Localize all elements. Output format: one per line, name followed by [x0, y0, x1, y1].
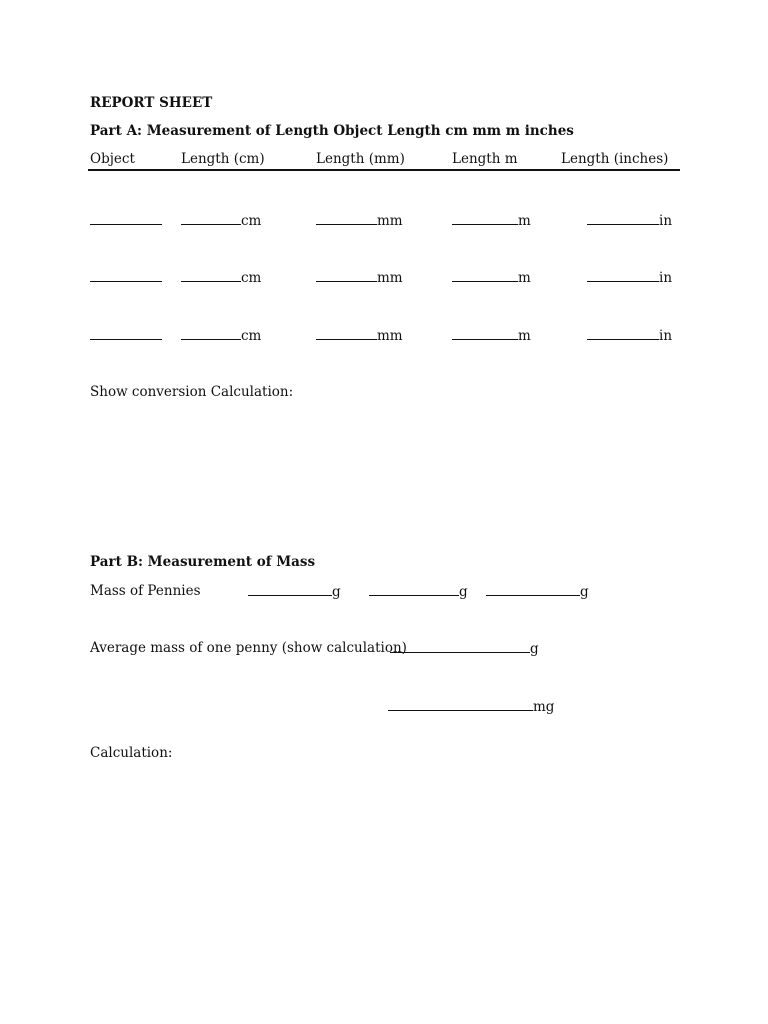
- column-header-length-m: Length m: [452, 151, 518, 167]
- unit-cm: cm: [241, 213, 262, 229]
- unit-mg: mg: [533, 699, 555, 715]
- mm-blank[interactable]: [316, 212, 403, 229]
- part-a-heading: Part A: Measurement of Length Object Length cm mm m inches: [90, 123, 574, 139]
- cm-blank[interactable]: [181, 269, 261, 286]
- m-blank[interactable]: [452, 269, 531, 286]
- object-blank[interactable]: [90, 212, 162, 229]
- report-title: REPORT SHEET: [90, 95, 213, 111]
- penny-mass-blank[interactable]: [248, 583, 341, 600]
- unit-mm: mm: [377, 213, 403, 229]
- average-mass-mg-blank[interactable]: [388, 698, 554, 715]
- unit-in: in: [659, 270, 673, 286]
- unit-g: g: [580, 584, 589, 600]
- in-blank[interactable]: [587, 269, 672, 286]
- mm-blank[interactable]: [316, 327, 403, 344]
- unit-g: g: [530, 641, 539, 657]
- column-header-length-inches: Length (inches): [561, 151, 669, 167]
- average-mass-label: Average mass of one penny (show calculation): [90, 640, 407, 656]
- unit-in: in: [659, 213, 673, 229]
- m-blank[interactable]: [452, 327, 531, 344]
- unit-cm: cm: [241, 270, 262, 286]
- part-b-heading: Part B: Measurement of Mass: [90, 554, 316, 570]
- unit-cm: cm: [241, 328, 262, 344]
- unit-mm: mm: [377, 328, 403, 344]
- average-mass-g-blank[interactable]: [390, 640, 539, 657]
- m-blank[interactable]: [452, 212, 531, 229]
- column-header-object: Object: [90, 151, 135, 167]
- unit-mm: mm: [377, 270, 403, 286]
- in-blank[interactable]: [587, 212, 672, 229]
- column-header-length-mm: Length (mm): [316, 151, 405, 167]
- unit-g: g: [332, 584, 341, 600]
- unit-m: m: [518, 328, 531, 344]
- object-blank[interactable]: [90, 269, 162, 286]
- cm-blank[interactable]: [181, 327, 261, 344]
- mm-blank[interactable]: [316, 269, 403, 286]
- unit-m: m: [518, 270, 531, 286]
- in-blank[interactable]: [587, 327, 672, 344]
- column-header-length-cm: Length (cm): [181, 151, 265, 167]
- object-blank[interactable]: [90, 327, 162, 344]
- penny-mass-blank[interactable]: [486, 583, 589, 600]
- unit-g: g: [459, 584, 468, 600]
- calculation-label: Calculation:: [90, 745, 173, 761]
- penny-mass-blank[interactable]: [369, 583, 468, 600]
- header-rule: [88, 169, 680, 171]
- unit-m: m: [518, 213, 531, 229]
- conversion-calculation-label: Show conversion Calculation:: [90, 384, 294, 400]
- cm-blank[interactable]: [181, 212, 261, 229]
- unit-in: in: [659, 328, 673, 344]
- mass-of-pennies-label: Mass of Pennies: [90, 583, 201, 599]
